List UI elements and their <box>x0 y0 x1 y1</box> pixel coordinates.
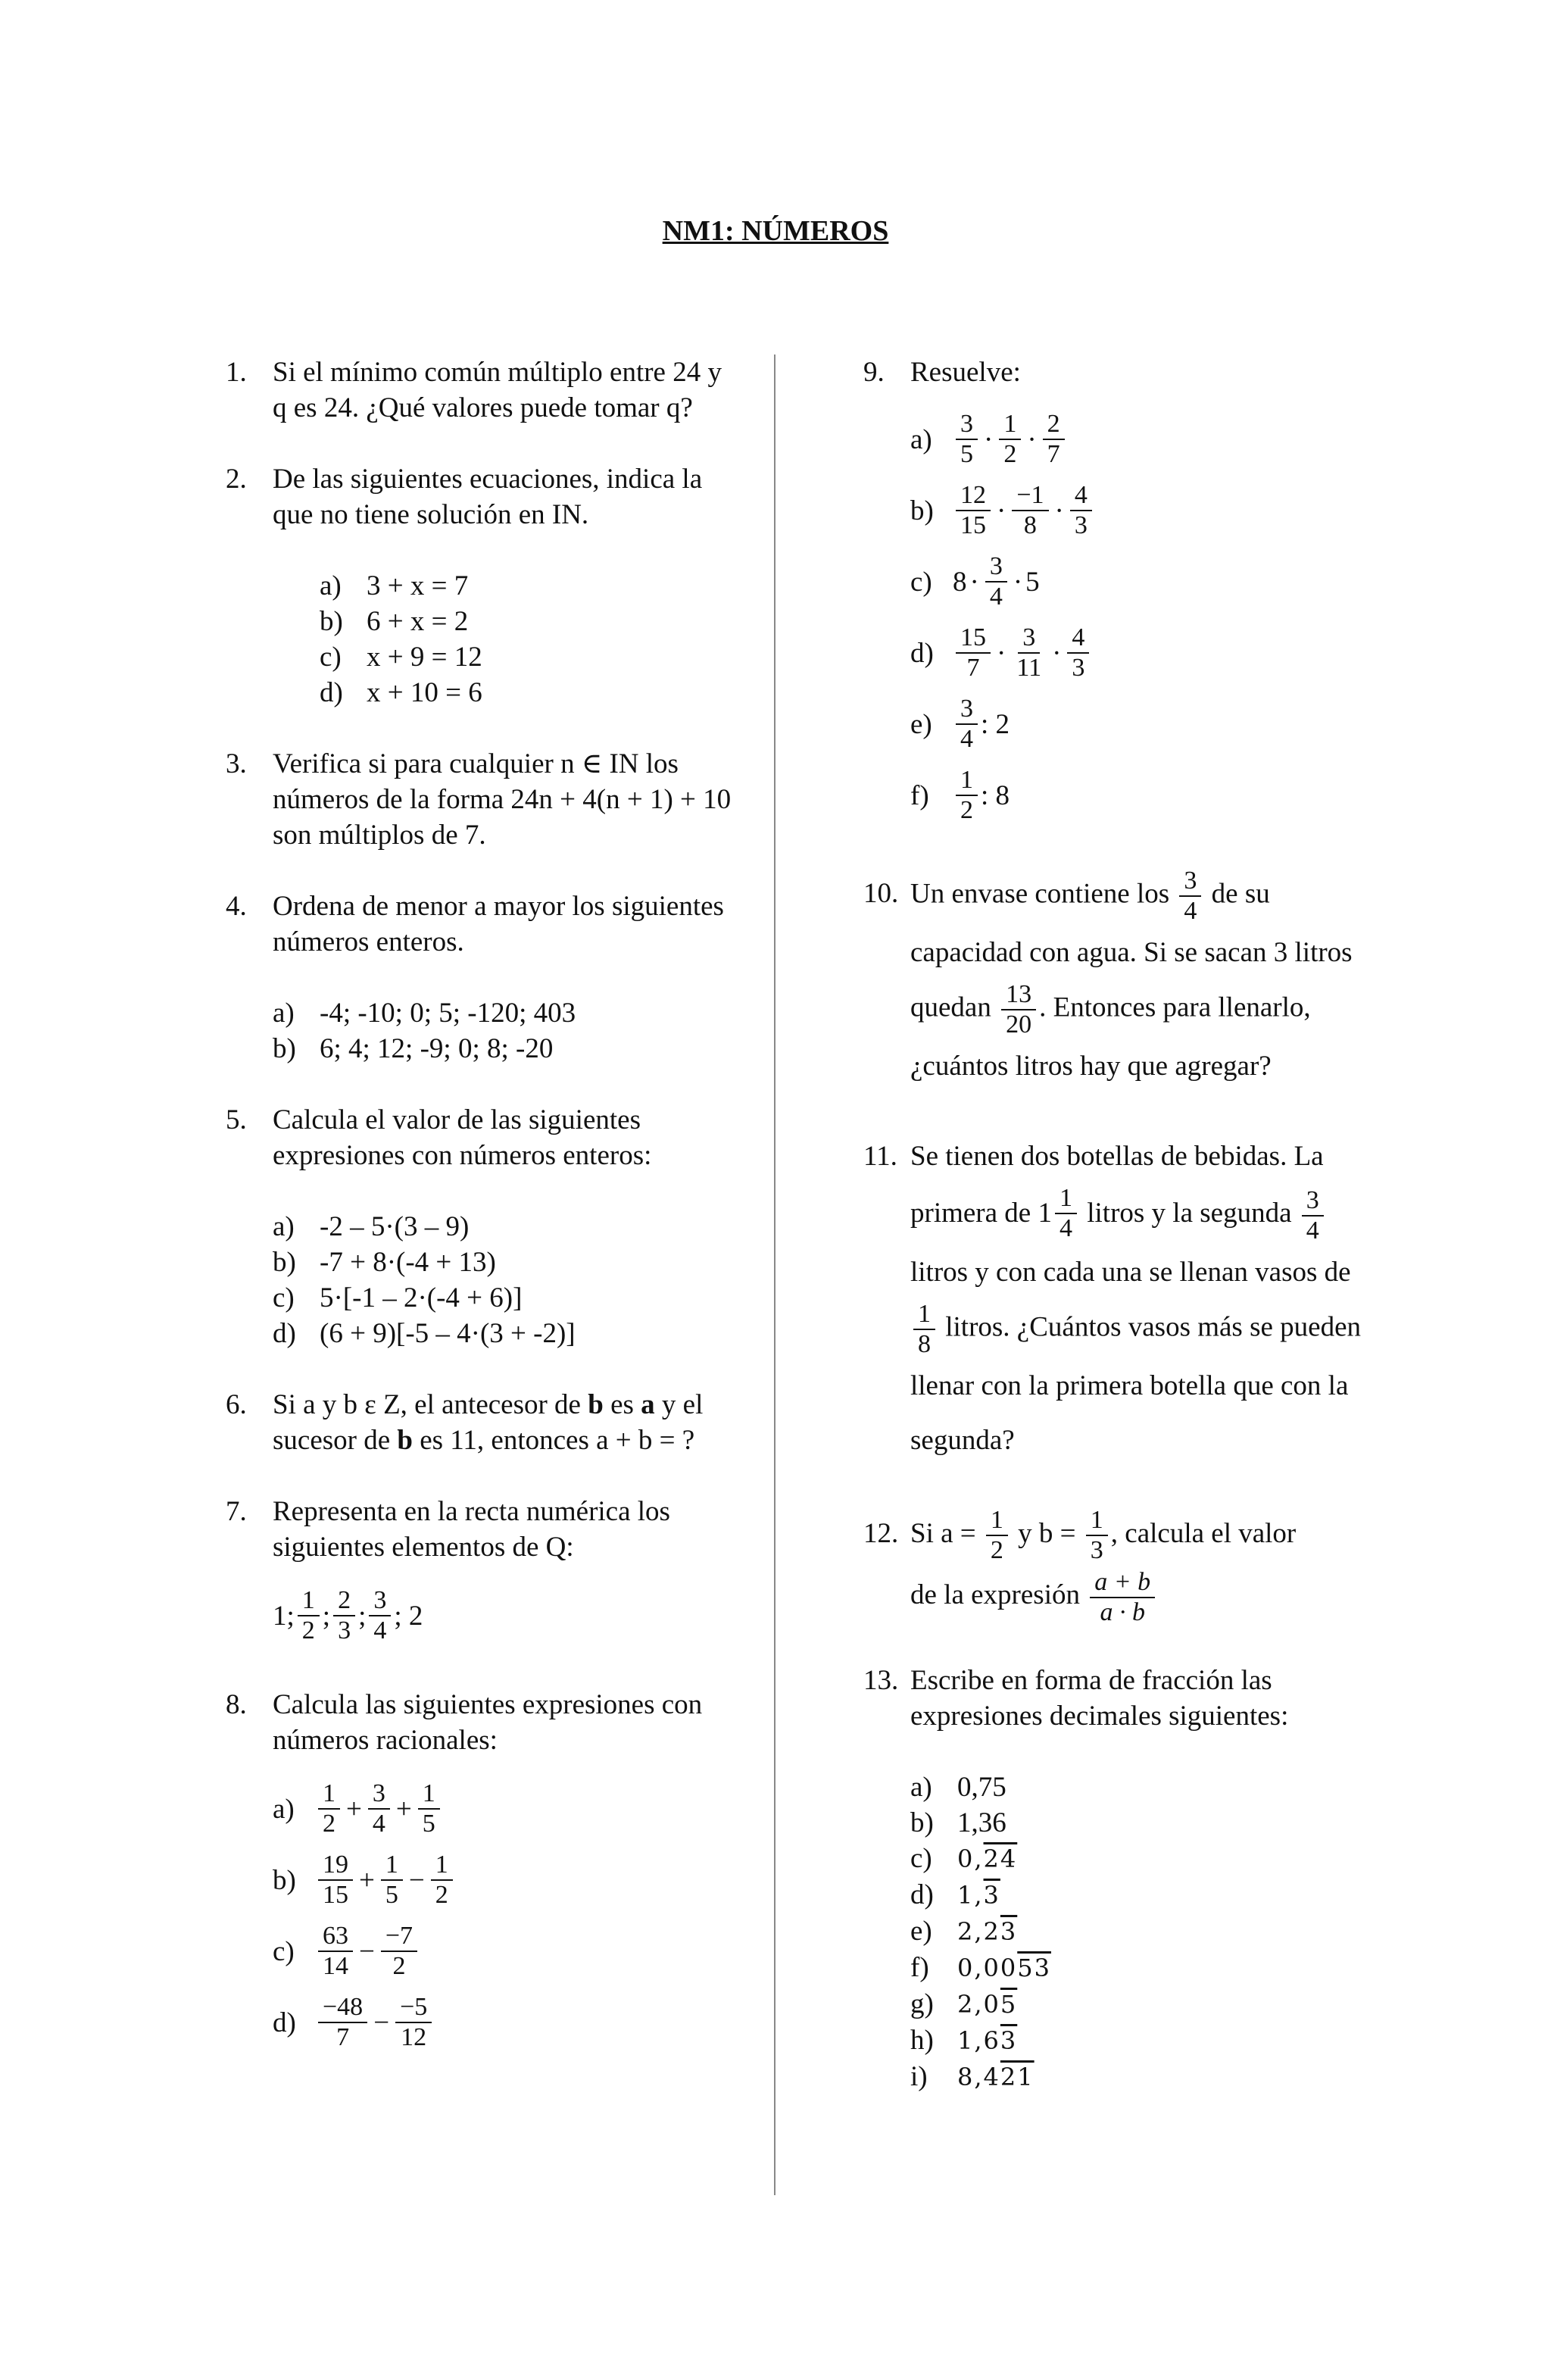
column-divider <box>774 355 776 2195</box>
expression-c: c) $\frac{63}{14}$ − $\frac{-7}{2}$ <box>273 1916 741 1987</box>
question-text: De las siguientes ecuaciones, indica la que no tiene solución en IN. <box>273 464 703 530</box>
option-a: a) 3 + x = 7 <box>320 570 469 601</box>
question-number: 9. <box>863 357 885 388</box>
fraction: $\frac{2}{3}$ <box>333 1586 355 1645</box>
option-c: c) 0,24 <box>910 1842 1018 1874</box>
question-number: 4. <box>226 891 247 922</box>
option-d: d) (6 + 9)[-5 – 4·(3 + -2)] <box>273 1318 576 1349</box>
expression-e: e) $\frac{3}{4}$ : 2 <box>910 695 1010 753</box>
question-1 <box>226 355 741 426</box>
expression-b: b) $\frac{19}{15}$ + $\frac{1}{5}$ − $\frac{1}{2}$ <box>273 1844 741 1916</box>
expression-a: a) $\frac{3}{5}$ · $\frac{1}{2}$ · $\frac{2}{7}$ <box>910 404 1378 475</box>
expression-c: c) 8 · $\frac{3}{4}$ · 5 <box>910 552 1040 611</box>
expression-f: f) $\frac{1}{2}$ : 8 <box>910 766 1010 824</box>
option-h: h) 1,63 <box>910 2024 1018 2056</box>
question-text: Un envase contiene los $\frac{3}{4}$ de su capacidad con agua. Si se sacan 3 litros quedan $\frac{13}{20}$ . Entonces para llenarlo, ¿cuántos litros hay que agregar? <box>910 867 1353 1082</box>
option-b: b) 1,36 <box>910 1807 1006 1838</box>
page-title: NM1: NÚMEROS <box>662 215 889 247</box>
question-5 <box>226 1102 741 1351</box>
option-d: d) x + 10 = 6 <box>320 677 482 708</box>
option-b: b) 6; 4; 12; -9; 0; 8; -20 <box>273 1033 554 1064</box>
fraction: $\frac{3}{4}$ <box>369 1586 391 1645</box>
question-number: 6. <box>226 1389 247 1420</box>
option-c: c) x + 9 = 12 <box>320 642 482 673</box>
question-number: 3. <box>226 748 247 779</box>
question-11 <box>863 1129 1378 1468</box>
question-number: 7. <box>226 1496 247 1527</box>
question-3 <box>226 746 741 853</box>
right-column <box>863 355 1378 2131</box>
question-number: 5. <box>226 1104 247 1135</box>
question-10 <box>863 867 1378 1094</box>
question-6 <box>226 1387 741 1458</box>
question-number: 11. <box>863 1141 897 1172</box>
question-number: 2. <box>226 464 247 495</box>
left-column <box>226 355 741 2094</box>
option-c: c) 5·[-1 – 2·(-4 + 6)] <box>273 1282 523 1313</box>
question-text: Ordena de menor a mayor los siguientes números enteros. <box>273 891 724 957</box>
question-text: Calcula las siguientes expresiones con números racionales: <box>273 1689 703 1756</box>
option-e: e) 2,23 <box>910 1915 1018 1947</box>
question-text: Si el mínimo común múltiplo entre 24 y q es 24. ¿Qué valores puede tomar q? <box>273 357 722 423</box>
question-13 <box>863 1663 1378 2095</box>
option-b: b) 6 + x = 2 <box>320 606 469 637</box>
expression-a: a) $\frac{1}{2}$ + $\frac{3}{4}$ + $\frac{1}{5}$ <box>273 1773 741 1844</box>
option-f: f) 0,0053 <box>910 1951 1051 1983</box>
question-number: 8. <box>226 1689 247 1720</box>
question-7 <box>226 1494 741 1651</box>
question-2 <box>226 461 741 711</box>
option-a: a) 0,75 <box>910 1771 1006 1803</box>
question-number: 10. <box>863 878 899 909</box>
question-text: Calcula el valor de las siguientes expresiones con números enteros: <box>273 1104 652 1171</box>
question-text: Si a = $\frac{1}{2}$ y b = $\frac{1}{3}$ , calcula el valor de la expresión $\frac{a + b}{a \cdot b}$ <box>910 1506 1297 1626</box>
question-8 <box>226 1687 741 2058</box>
option-g: g) 2,05 <box>910 1988 1018 2019</box>
question-text: Representa en la recta numérica los siguientes elementos de Q: <box>273 1496 670 1563</box>
question-text: Resuelve: <box>910 357 1021 388</box>
option-i: i) 8,421 <box>910 2060 1035 2092</box>
question-4 <box>226 889 741 1067</box>
fraction: $\frac{1}{2}$ <box>298 1586 320 1645</box>
number-set: 1; $\frac{1}{2}$ ; $\frac{2}{3}$ ; $\frac{3}{4}$ ; 2 <box>273 1586 423 1644</box>
option-a: a) -4; -10; 0; 5; -120; 403 <box>273 998 576 1029</box>
option-d: d) 1,3 <box>910 1879 1000 1910</box>
option-b: b) -7 + 8·(-4 + 13) <box>273 1247 496 1278</box>
question-number: 1. <box>226 357 247 388</box>
expression-d: d) $\frac{15}{7}$ · $\frac{3}{11}$ · $\frac{4}{3}$ <box>910 617 1378 689</box>
question-number: 13. <box>863 1664 899 1696</box>
question-12 <box>863 1504 1378 1627</box>
question-9 <box>863 355 1378 831</box>
option-a: a) -2 – 5·(3 – 9) <box>273 1211 470 1242</box>
question-text: Se tienen dos botellas de bebidas. La primera de 1 $\frac{1}{4}$ litros y la segunda $\frac{3}{4}$ litros y con cada una se llenan vasos de $\frac{1}{8}$ litros. ¿Cuántos vasos más se pueden llenar con la primera botella que con la segunda? <box>910 1141 1362 1456</box>
expression-d: d) $\frac{-48}{7}$ − $\frac{-5}{12}$ <box>273 1987 741 2058</box>
question-number: 12. <box>863 1517 899 1549</box>
expression-b: b) $\frac{12}{15}$ · $\frac{-1}{8}$ · $\frac{4}{3}$ <box>910 475 1378 546</box>
question-text: Escribe en forma de fracción las expresiones decimales siguientes: <box>910 1664 1289 1732</box>
question-text: Si a y b ε Z, el antecesor de b es a y el sucesor de b es 11, entonces a + b = ? <box>273 1389 704 1456</box>
question-text: Verifica si para cualquier n ∈ IN los números de la forma 24n + 4(n + 1) + 10 son múltiplos de 7. <box>273 748 732 851</box>
